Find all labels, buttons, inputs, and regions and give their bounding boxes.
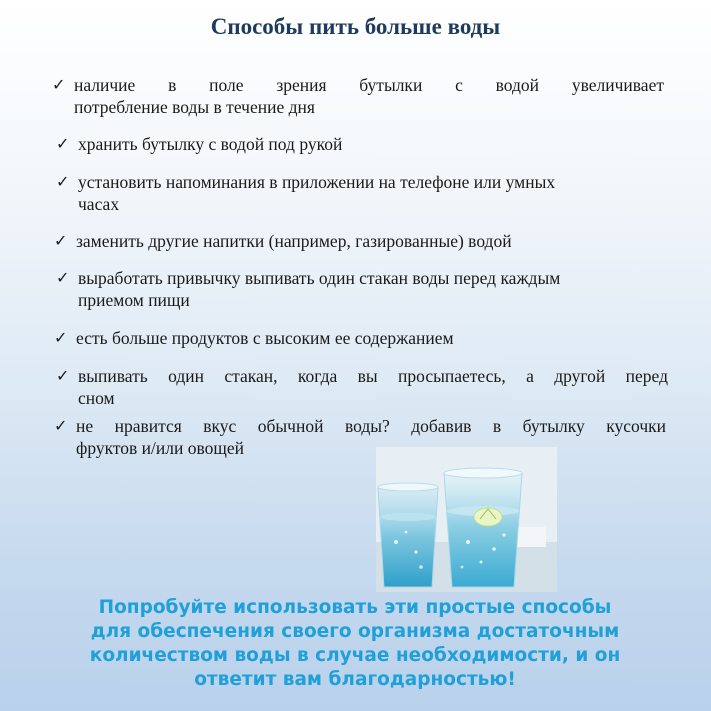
water-glasses-illustration bbox=[376, 447, 557, 592]
list-item bbox=[54, 230, 666, 252]
closing-message-line: для обеспечения своего организма достаточным bbox=[90, 621, 620, 642]
list-item-line: выработать привычку выпивать один стакан воды перед каждым bbox=[78, 268, 561, 288]
closing-message-line: количеством воды в случае необходимости, и он bbox=[89, 645, 621, 666]
list-item-line: приемом пищи bbox=[78, 290, 190, 310]
water-glasses-photo bbox=[376, 447, 557, 592]
list-item bbox=[56, 171, 668, 215]
list-item-line: заменить другие напитки (например, газированные) водой bbox=[76, 231, 512, 251]
list-item bbox=[56, 267, 668, 311]
list-item-line: фруктов и/или овощей bbox=[76, 438, 245, 458]
checkmark-icon: ✓ bbox=[54, 231, 68, 250]
closing-message bbox=[40, 596, 670, 692]
list-item-line: сном bbox=[78, 388, 115, 408]
checkmark-icon: ✓ bbox=[56, 366, 70, 385]
list-item bbox=[54, 415, 666, 459]
list-item-line: не нравится вкус обычной воды? добавив в бутылку кусочки bbox=[76, 416, 666, 436]
list-item-line: есть больше продуктов с высоким ее содержанием bbox=[76, 328, 454, 348]
list-item-line: установить напоминания в приложении на телефоне или умных bbox=[78, 172, 556, 192]
checkmark-icon: ✓ bbox=[56, 268, 70, 287]
list-item-line: выпивать один стакан, когда вы просыпаетесь, а другой перед bbox=[78, 366, 668, 386]
checkmark-icon: ✓ bbox=[56, 172, 70, 191]
list-item-line: потребление воды в течение дня bbox=[74, 97, 315, 117]
checkmark-icon: ✓ bbox=[54, 416, 68, 435]
list-item bbox=[52, 74, 664, 118]
list-item bbox=[56, 133, 668, 155]
list-item-line: хранить бутылку с водой под рукой bbox=[78, 134, 343, 154]
list-item bbox=[56, 365, 668, 409]
checkmark-icon: ✓ bbox=[56, 134, 70, 153]
closing-message-line: ответит вам благодарностью! bbox=[194, 669, 516, 690]
checkmark-icon: ✓ bbox=[54, 328, 68, 347]
list-item-line: наличие в поле зрения бутылки с водой увеличивает bbox=[74, 75, 664, 95]
closing-message-line: Попробуйте использовать эти простые способы bbox=[98, 597, 612, 618]
list-item bbox=[54, 327, 666, 349]
page-title: Способы пить больше воды bbox=[210, 14, 501, 39]
checkmark-icon: ✓ bbox=[52, 75, 66, 94]
list-item-line: часах bbox=[78, 194, 120, 214]
